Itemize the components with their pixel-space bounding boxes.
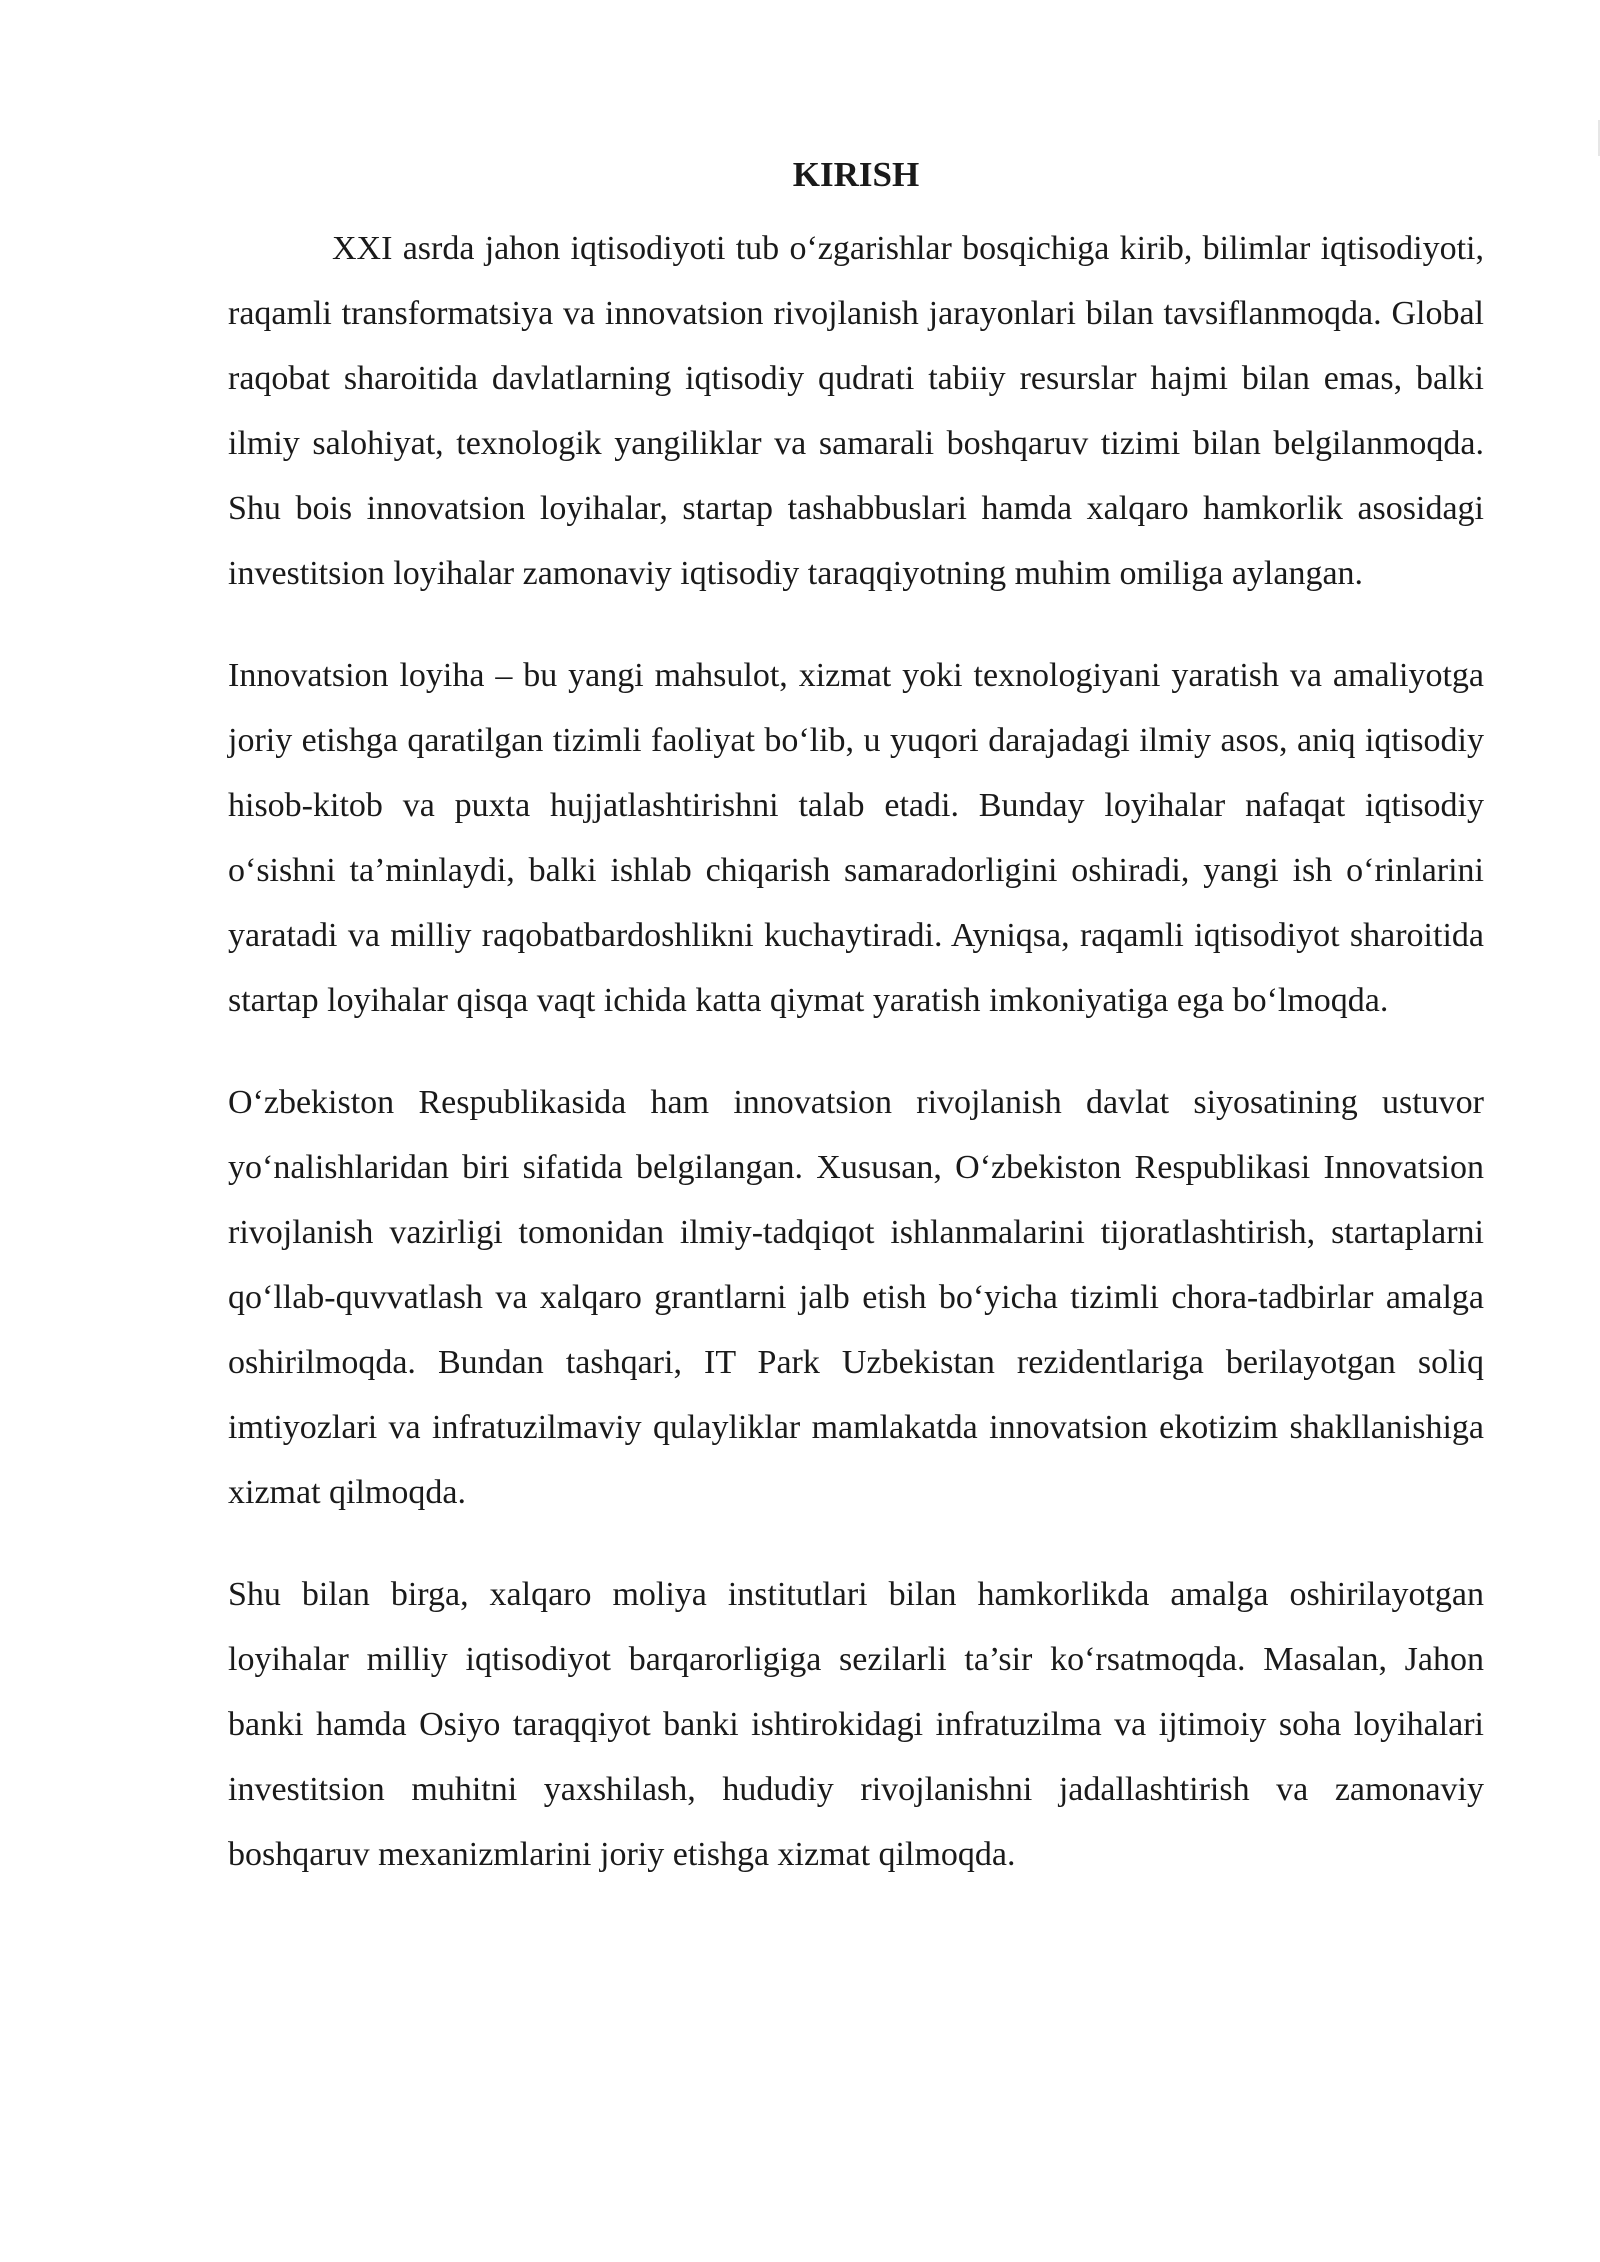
document-body [228, 150, 1484, 1924]
paragraph-intro: XXI asrda jahon iqtisodiyoti tub o‘zgarishlar bosqichiga kirib, bilimlar iqtisodiyoti, raqamli transformatsiya va innovatsion rivojlanish jarayonlari bilan tavsiflanmoqda. Global raqobat sharoitida davlatlarning iqtisodiy qudrati tabiiy resurslar hajmi bilan emas, balki ilmiy salohiyat, texnologik yangiliklar va samarali boshqaruv tizimi bilan belgilanmoqda. Shu bois innovatsion loyihalar, startap tashabbuslari hamda xalqaro hamkorlik asosidagi investitsion loyihalar zamonaviy iqtisodiy taraqqiyotning muhim omiliga aylangan. [228, 230, 1484, 592]
paragraph-innovation-project: Innovatsion loyiha – bu yangi mahsulot, xizmat yoki texnologiyani yaratish va amaliyotga joriy etishga qaratilgan tizimli faoliyat bo‘lib, u yuqori darajadagi ilmiy asos, aniq iqtisodiy hisob-kitob va puxta hujjatlashtirishni talab etadi. Bunday loyihalar nafaqat iqtisodiy o‘sishni ta’minlaydi, balki ishlab chiqarish samaradorligini oshiradi, yangi ish o‘rinlarini yaratadi va milliy raqobatbardoshlikni kuchaytiradi. Ayniqsa, raqamli iqtisodiyot sharoitida startap loyihalar qisqa vaqt ichida katta qiymat yaratish imkoniyatiga ega bo‘lmoqda. [228, 657, 1484, 1019]
paragraph-international-cooperation: Shu bilan birga, xalqaro moliya institutlari bilan hamkorlikda amalga oshirilayotgan loyihalar milliy iqtisodiyot barqarorligiga sezilarli ta’sir ko‘rsatmoqda. Masalan, Jahon banki hamda Osiyo taraqqiyot banki ishtirokidagi infratuzilma va ijtimoiy soha loyihalari investitsion muhitni yaxshilash, hududiy rivojlanishni jadallashtirish va zamonaviy boshqaruv mexanizmlarini joriy etishga xizmat qilmoqda. [228, 1576, 1484, 1873]
paragraph-uzbekistan-policy: O‘zbekiston Respublikasida ham innovatsion rivojlanish davlat siyosatining ustuvor yo‘nalishlaridan biri sifatida belgilangan. Xususan, O‘zbekiston Respublikasi Innovatsion rivojlanish vazirligi tomonidan ilmiy-tadqiqot ishlanmalarini tijoratlashtirish, startaplarni qo‘llab-quvvatlash va xalqaro grantlarni jalb etish bo‘yicha tizimli chora-tadbirlar amalga oshirilmoqda. Bundan tashqari, IT Park Uzbekistan rezidentlariga berilayotgan soliq imtiyozlari va infratuzilmaviy qulayliklar mamlakatda innovatsion ekotizim shakllanishiga xizmat qilmoqda. [228, 1084, 1484, 1511]
page-title: KIRISH [792, 155, 920, 194]
